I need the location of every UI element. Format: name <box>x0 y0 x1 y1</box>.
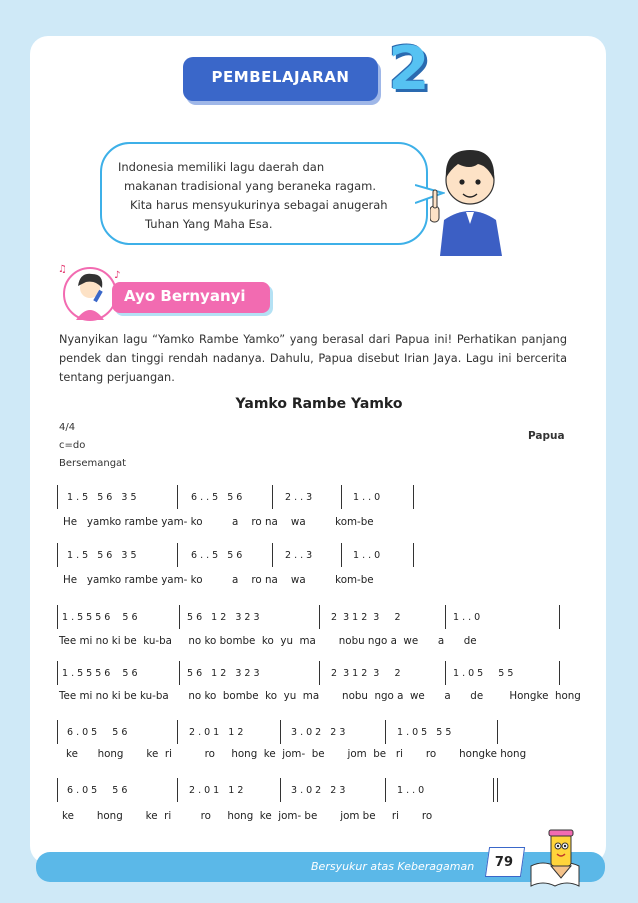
lesson-number: 2 <box>388 34 430 104</box>
boy-illustration <box>430 140 510 256</box>
lyrics-line: ke hong ke ri ro hong ke jom- be jom be ri ro hongke hong <box>66 748 527 760</box>
measure: 2 3 1 2 3 2 <box>331 668 401 679</box>
song-origin: Papua <box>528 430 565 442</box>
speech-bubble-text <box>118 158 388 234</box>
measure: 3 . 0 2 2 3 <box>291 727 346 738</box>
measure: 1 . . 0 <box>353 492 381 503</box>
measure: 1 . 5 5 6 3 5 <box>67 550 137 561</box>
measure: 2 . 0 1 1 2 <box>189 785 244 796</box>
lyrics-line: ke hong ke ri ro hong ke jom- be jom be ri ro <box>62 810 433 822</box>
measure: 2 . . 3 <box>285 492 313 503</box>
page-number-box <box>485 847 525 877</box>
song-title: Yamko Rambe Yamko <box>235 396 403 412</box>
notation-line <box>57 605 561 629</box>
measure: 5 6 1 2 3 2 3 <box>187 612 260 623</box>
measure: 2 . . 3 <box>285 550 313 561</box>
measure: 1 . . 0 <box>353 550 381 561</box>
measure: 6 . 0 5 5 6 <box>67 785 128 796</box>
lyrics-line: Tee mi no ki be ku-ba no ko bombe ko yu ma nobu ngo a we a de Hongke hong <box>59 690 581 702</box>
svg-text:♫: ♫ <box>58 264 67 275</box>
bubble-line: Tuhan Yang Maha Esa. <box>145 217 273 231</box>
section-label <box>112 282 270 313</box>
lesson-badge-label: PEMBELAJARAN <box>211 68 350 86</box>
section-label-text: Ayo Bernyanyi <box>124 287 246 305</box>
bubble-line: Indonesia memiliki lagu daerah dan <box>118 160 325 174</box>
intro-paragraph: Nyanyikan lagu “Yamko Rambe Yamko” yang berasal dari Papua ini! Perhatikan panjang pendek dan tinggi rendah nadanya. Dahulu, Papua disebut Irian Jaya. Lagu ini bercerita tentang perjuangan. <box>59 333 567 384</box>
tempo-marking: Bersemangat <box>59 458 127 469</box>
time-signature: 4/4 <box>59 422 76 433</box>
measure: 2 . 0 1 1 2 <box>189 727 244 738</box>
lyrics-line: Tee mi no ki be ku-ba no ko bombe ko yu ma nobu ngo a we a de <box>59 635 477 647</box>
measure: 1 . 5 5 5 6 5 6 <box>62 612 138 623</box>
measure: 5 6 1 2 3 2 3 <box>187 668 260 679</box>
measure: 1 . . 0 <box>453 612 481 623</box>
measure: 1 . 0 5 5 5 <box>397 727 452 738</box>
measure: 6 . 0 5 5 6 <box>67 727 128 738</box>
bubble-line: Kita harus mensyukurinya sebagai anugerah <box>130 198 388 212</box>
key-signature: c=do <box>59 440 86 451</box>
footer-title: Bersyukur atas Keberagaman <box>311 860 475 873</box>
measure: 2 3 1 2 3 2 <box>331 612 401 623</box>
pencil-mascot-icon <box>527 826 587 890</box>
measure: 3 . 0 2 2 3 <box>291 785 346 796</box>
notation-line <box>57 778 501 802</box>
bubble-line: makanan tradisional yang beraneka ragam. <box>124 179 376 193</box>
page-number: 79 <box>494 855 514 870</box>
lyrics-line: He yamko rambe yam- ko a ro na wa kom-be <box>63 516 374 528</box>
measure: 6 . . 5 5 6 <box>191 492 243 503</box>
notation-line <box>57 485 419 509</box>
final-barline <box>493 778 498 802</box>
measure: 1 . 5 5 5 6 5 6 <box>62 668 138 679</box>
measure: 1 . 0 5 5 5 <box>453 668 514 679</box>
notation-line <box>57 720 499 744</box>
svg-text:♪: ♪ <box>114 270 121 281</box>
notation-line <box>57 661 561 685</box>
notation-line <box>57 543 419 567</box>
lesson-badge <box>183 57 378 101</box>
measure: 6 . . 5 5 6 <box>191 550 243 561</box>
lyrics-line: He yamko rambe yam- ko a ro na wa kom-be <box>63 574 374 586</box>
measure: 1 . . 0 <box>397 785 425 796</box>
measure: 1 . 5 5 6 3 5 <box>67 492 137 503</box>
